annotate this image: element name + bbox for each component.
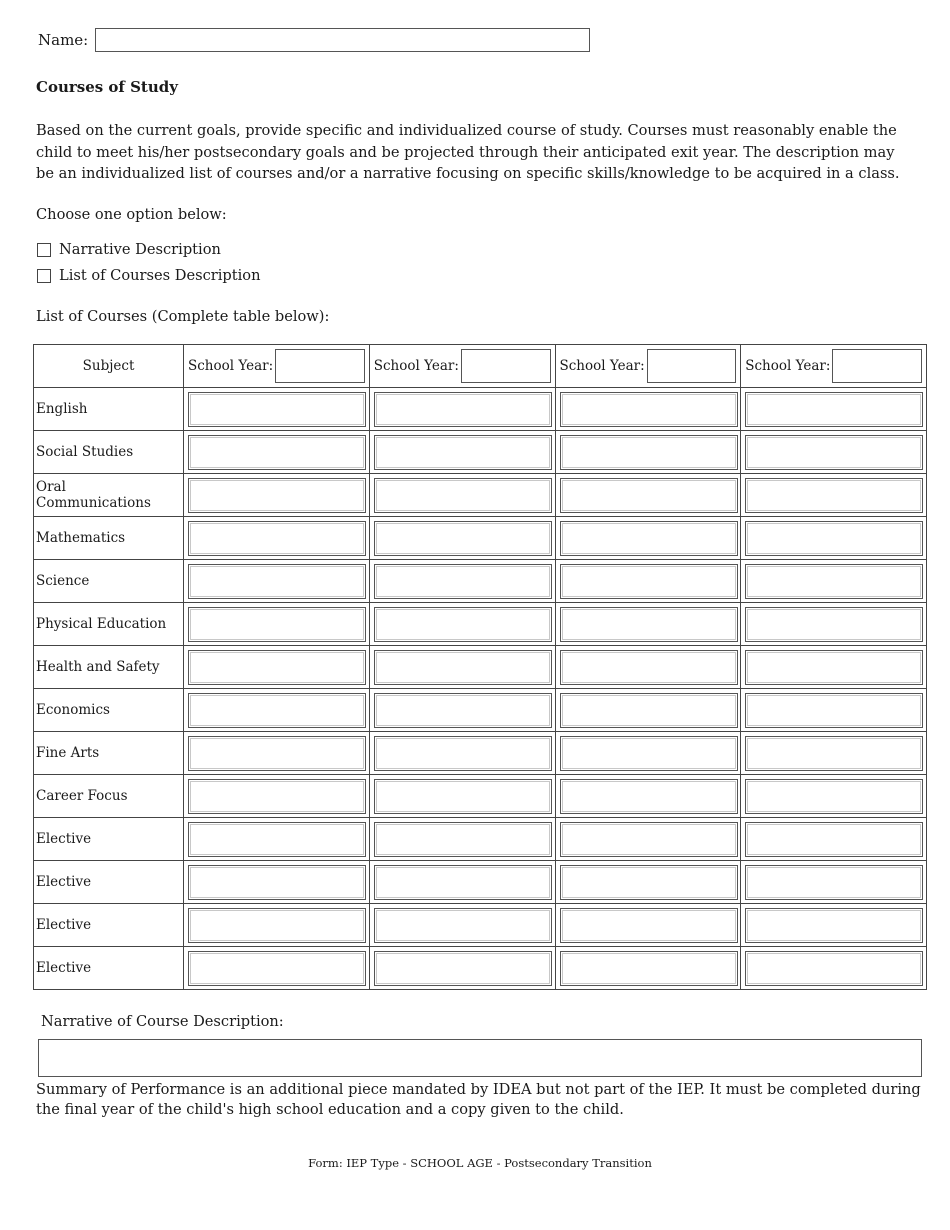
- course-input[interactable]: [745, 650, 923, 685]
- course-cell: [184, 732, 370, 775]
- subject-name: Elective: [34, 861, 184, 904]
- course-input[interactable]: [374, 822, 552, 857]
- school-year-label: School Year:: [188, 358, 274, 374]
- option-label: List of Courses Description: [59, 267, 261, 284]
- courses-table: [33, 344, 927, 990]
- school-year-label: School Year:: [373, 358, 459, 374]
- course-input[interactable]: [560, 607, 738, 642]
- course-cell: [555, 603, 741, 646]
- course-cell: [555, 431, 741, 474]
- course-input[interactable]: [560, 951, 738, 986]
- course-input[interactable]: [374, 478, 552, 513]
- course-cell: [555, 388, 741, 431]
- course-cell: [369, 689, 555, 732]
- course-input[interactable]: [560, 650, 738, 685]
- course-input[interactable]: [560, 822, 738, 857]
- course-input[interactable]: [560, 908, 738, 943]
- course-input[interactable]: [745, 435, 923, 470]
- name-input[interactable]: [95, 28, 590, 52]
- course-input[interactable]: [560, 392, 738, 427]
- intro-paragraph: Based on the current goals, provide specific and individualized course of study. Courses must reasonably enable the child to meet his/her postsecondary goals and be projected through their anticipated exit year. The description may be an individualized list of courses and/or a narrative focusing on specific skills/knowledge to be acquired in a class.: [36, 122, 900, 182]
- course-cell: [555, 646, 741, 689]
- subject-name: Mathematics: [34, 517, 184, 560]
- course-input[interactable]: [188, 908, 366, 943]
- course-input[interactable]: [374, 779, 552, 814]
- course-cell: [741, 646, 927, 689]
- course-input[interactable]: [374, 435, 552, 470]
- course-input[interactable]: [560, 521, 738, 556]
- subject-header: Subject: [34, 345, 184, 388]
- table-row: [34, 474, 927, 517]
- option-narrative[interactable]: [37, 241, 221, 258]
- course-input[interactable]: [374, 392, 552, 427]
- name-row: [38, 27, 590, 53]
- course-input[interactable]: [188, 822, 366, 857]
- course-cell: [555, 560, 741, 603]
- course-cell: [184, 603, 370, 646]
- course-cell: [555, 732, 741, 775]
- course-input[interactable]: [745, 908, 923, 943]
- course-cell: [369, 517, 555, 560]
- course-cell: [555, 775, 741, 818]
- course-cell: [184, 947, 370, 990]
- school-year-cell: [369, 345, 555, 388]
- course-cell: [741, 689, 927, 732]
- table-row: [34, 560, 927, 603]
- course-input[interactable]: [560, 693, 738, 728]
- course-cell: [369, 646, 555, 689]
- course-input[interactable]: [745, 822, 923, 857]
- table-row: [34, 431, 927, 474]
- table-row: [34, 775, 927, 818]
- course-cell: [741, 818, 927, 861]
- course-input[interactable]: [374, 951, 552, 986]
- course-cell: [184, 517, 370, 560]
- subject-name: Elective: [34, 818, 184, 861]
- course-cell: [369, 947, 555, 990]
- course-input[interactable]: [374, 865, 552, 900]
- course-cell: [741, 947, 927, 990]
- course-cell: [555, 861, 741, 904]
- school-year-input[interactable]: [461, 349, 551, 383]
- course-input[interactable]: [188, 392, 366, 427]
- course-input[interactable]: [560, 865, 738, 900]
- course-cell: [741, 775, 927, 818]
- course-input[interactable]: [560, 435, 738, 470]
- course-input[interactable]: [188, 607, 366, 642]
- course-cell: [184, 861, 370, 904]
- course-input[interactable]: [745, 521, 923, 556]
- course-input[interactable]: [188, 521, 366, 556]
- course-input[interactable]: [188, 650, 366, 685]
- course-cell: [369, 431, 555, 474]
- option-list-of-courses[interactable]: [37, 267, 260, 284]
- course-cell: [369, 474, 555, 517]
- course-cell: [741, 431, 927, 474]
- course-input[interactable]: [188, 779, 366, 814]
- table-row: [34, 818, 927, 861]
- summary-paragraph: Summary of Performance is an additional piece mandated by IDEA but not part of the IEP. It must be completed during the final year of the child's high school education and a copy given to the child.: [36, 1081, 921, 1118]
- table-header-row: [34, 345, 927, 388]
- course-input[interactable]: [188, 951, 366, 986]
- course-cell: [184, 818, 370, 861]
- choose-option-label: Choose one option below:: [36, 206, 227, 223]
- course-input[interactable]: [745, 951, 923, 986]
- form-footer: Form: IEP Type - SCHOOL AGE - Postsecondary Transition: [308, 1156, 652, 1170]
- course-input[interactable]: [560, 564, 738, 599]
- course-cell: [741, 560, 927, 603]
- table-row: [34, 689, 927, 732]
- school-year-cell: [184, 345, 370, 388]
- table-row: [34, 646, 927, 689]
- course-input[interactable]: [745, 392, 923, 427]
- course-cell: [555, 517, 741, 560]
- course-cell: [184, 388, 370, 431]
- narrative-checkbox[interactable]: [37, 243, 51, 257]
- subject-name: Career Focus: [34, 775, 184, 818]
- subject-name: Economics: [34, 689, 184, 732]
- course-cell: [555, 474, 741, 517]
- subject-name: Social Studies: [34, 431, 184, 474]
- course-cell: [184, 775, 370, 818]
- course-input[interactable]: [374, 736, 552, 771]
- course-cell: [184, 646, 370, 689]
- table-row: [34, 517, 927, 560]
- course-cell: [184, 904, 370, 947]
- course-cell: [555, 947, 741, 990]
- course-cell: [369, 388, 555, 431]
- subject-name: Fine Arts: [34, 732, 184, 775]
- table-row: [34, 388, 927, 431]
- narrative-label: Narrative of Course Description:: [41, 1013, 284, 1030]
- course-cell: [741, 474, 927, 517]
- course-input[interactable]: [374, 908, 552, 943]
- course-input[interactable]: [745, 865, 923, 900]
- section-heading: Courses of Study: [36, 78, 178, 96]
- course-cell: [741, 388, 927, 431]
- course-cell: [555, 818, 741, 861]
- course-cell: [369, 560, 555, 603]
- course-input[interactable]: [374, 564, 552, 599]
- course-cell: [369, 732, 555, 775]
- course-cell: [369, 818, 555, 861]
- course-cell: [369, 861, 555, 904]
- school-year-input[interactable]: [647, 349, 737, 383]
- course-input[interactable]: [745, 736, 923, 771]
- course-input[interactable]: [745, 693, 923, 728]
- course-input[interactable]: [745, 564, 923, 599]
- list-of-courses-heading: List of Courses (Complete table below):: [36, 308, 330, 325]
- subject-name: Oral Communications: [34, 474, 184, 517]
- subject-name: English: [34, 388, 184, 431]
- course-input[interactable]: [188, 435, 366, 470]
- school-year-input[interactable]: [832, 349, 922, 383]
- course-cell: [184, 431, 370, 474]
- subject-name: Health and Safety: [34, 646, 184, 689]
- course-cell: [184, 689, 370, 732]
- school-year-cell: [741, 345, 927, 388]
- school-year-input[interactable]: [275, 349, 365, 383]
- narrative-input[interactable]: [38, 1039, 922, 1077]
- school-year-cell: [555, 345, 741, 388]
- school-year-label: School Year:: [559, 358, 645, 374]
- course-cell: [555, 904, 741, 947]
- table-row: [34, 904, 927, 947]
- course-cell: [184, 560, 370, 603]
- course-input[interactable]: [188, 736, 366, 771]
- course-input[interactable]: [374, 521, 552, 556]
- subject-name: Science: [34, 560, 184, 603]
- course-cell: [741, 904, 927, 947]
- course-input[interactable]: [188, 564, 366, 599]
- subject-name: Elective: [34, 904, 184, 947]
- course-input[interactable]: [560, 779, 738, 814]
- course-cell: [555, 689, 741, 732]
- course-input[interactable]: [188, 865, 366, 900]
- course-input[interactable]: [188, 478, 366, 513]
- course-input[interactable]: [745, 478, 923, 513]
- course-cell: [741, 861, 927, 904]
- course-input[interactable]: [745, 607, 923, 642]
- course-cell: [741, 603, 927, 646]
- list-of-courses-checkbox[interactable]: [37, 269, 51, 283]
- course-cell: [741, 517, 927, 560]
- course-input[interactable]: [560, 736, 738, 771]
- course-cell: [184, 474, 370, 517]
- course-cell: [369, 775, 555, 818]
- table-row: [34, 732, 927, 775]
- course-input[interactable]: [374, 693, 552, 728]
- course-input[interactable]: [560, 478, 738, 513]
- subject-name: Physical Education: [34, 603, 184, 646]
- subject-name: Elective: [34, 947, 184, 990]
- school-year-label: School Year:: [745, 358, 831, 374]
- course-input[interactable]: [374, 650, 552, 685]
- course-cell: [741, 732, 927, 775]
- option-label: Narrative Description: [59, 241, 221, 258]
- table-row: [34, 947, 927, 990]
- course-input[interactable]: [374, 607, 552, 642]
- course-cell: [369, 904, 555, 947]
- course-input[interactable]: [188, 693, 366, 728]
- course-cell: [369, 603, 555, 646]
- course-input[interactable]: [745, 779, 923, 814]
- table-row: [34, 603, 927, 646]
- table-row: [34, 861, 927, 904]
- name-label: Name:: [38, 31, 89, 49]
